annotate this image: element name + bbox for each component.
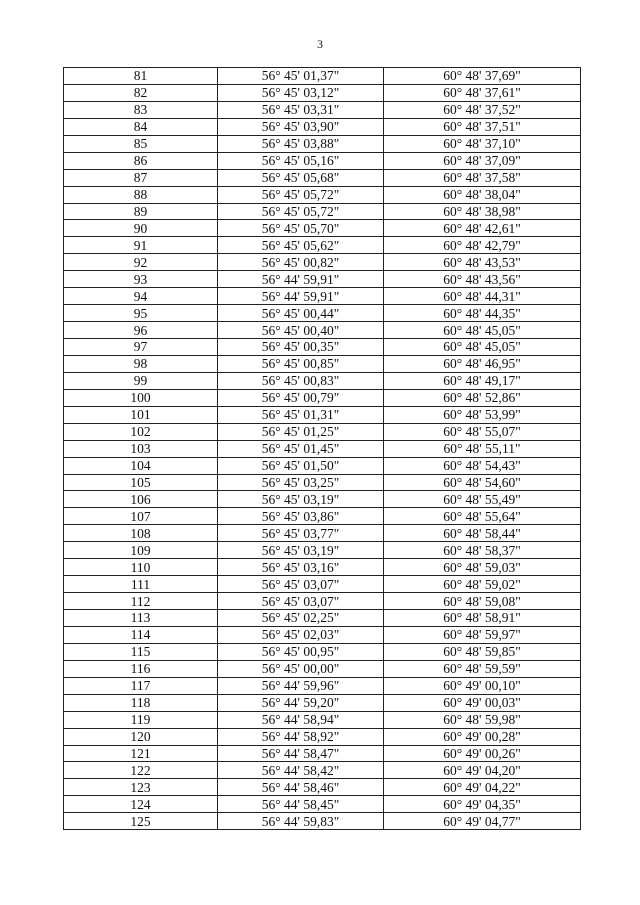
point-number-cell: 98 bbox=[64, 355, 218, 372]
longitude-cell: 60° 49' 00,10" bbox=[384, 677, 581, 694]
table-row bbox=[64, 796, 581, 813]
longitude-cell: 60° 49' 00,03" bbox=[384, 694, 581, 711]
latitude-cell: 56° 45' 03,07" bbox=[218, 576, 384, 593]
table-row bbox=[64, 525, 581, 542]
latitude-cell: 56° 45' 01,31" bbox=[218, 406, 384, 423]
point-number-cell: 121 bbox=[64, 745, 218, 762]
latitude-cell: 56° 44' 59,20" bbox=[218, 694, 384, 711]
latitude-cell: 56° 45' 01,37" bbox=[218, 68, 384, 85]
longitude-cell: 60° 48' 52,86" bbox=[384, 389, 581, 406]
longitude-cell: 60° 48' 42,61" bbox=[384, 220, 581, 237]
coordinates-table-body bbox=[64, 68, 581, 830]
latitude-cell: 56° 44' 58,45" bbox=[218, 796, 384, 813]
table-row bbox=[64, 305, 581, 322]
table-row bbox=[64, 254, 581, 271]
longitude-cell: 60° 48' 37,51" bbox=[384, 118, 581, 135]
latitude-cell: 56° 45' 00,00" bbox=[218, 660, 384, 677]
point-number-cell: 105 bbox=[64, 474, 218, 491]
table-row bbox=[64, 237, 581, 254]
latitude-cell: 56° 45' 03,07" bbox=[218, 593, 384, 610]
longitude-cell: 60° 48' 49,17" bbox=[384, 372, 581, 389]
longitude-cell: 60° 48' 55,11" bbox=[384, 440, 581, 457]
latitude-cell: 56° 45' 00,44" bbox=[218, 305, 384, 322]
table-row bbox=[64, 355, 581, 372]
point-number-cell: 89 bbox=[64, 203, 218, 220]
longitude-cell: 60° 48' 37,69" bbox=[384, 68, 581, 85]
table-row bbox=[64, 440, 581, 457]
table-row bbox=[64, 169, 581, 186]
table-row bbox=[64, 559, 581, 576]
point-number-cell: 123 bbox=[64, 779, 218, 796]
latitude-cell: 56° 44' 58,42" bbox=[218, 762, 384, 779]
point-number-cell: 120 bbox=[64, 728, 218, 745]
point-number-cell: 93 bbox=[64, 271, 218, 288]
longitude-cell: 60° 48' 42,79" bbox=[384, 237, 581, 254]
longitude-cell: 60° 49' 00,26" bbox=[384, 745, 581, 762]
point-number-cell: 116 bbox=[64, 660, 218, 677]
page-number: 3 bbox=[317, 37, 323, 51]
point-number-cell: 122 bbox=[64, 762, 218, 779]
table-row bbox=[64, 660, 581, 677]
latitude-cell: 56° 45' 03,19" bbox=[218, 542, 384, 559]
point-number-cell: 115 bbox=[64, 643, 218, 660]
longitude-cell: 60° 48' 37,61" bbox=[384, 84, 581, 101]
longitude-cell: 60° 48' 37,58" bbox=[384, 169, 581, 186]
table-row bbox=[64, 135, 581, 152]
table-row bbox=[64, 694, 581, 711]
table-row bbox=[64, 101, 581, 118]
latitude-cell: 56° 45' 03,31" bbox=[218, 101, 384, 118]
longitude-cell: 60° 48' 59,97" bbox=[384, 626, 581, 643]
point-number-cell: 104 bbox=[64, 457, 218, 474]
table-row bbox=[64, 186, 581, 203]
point-number-cell: 99 bbox=[64, 372, 218, 389]
latitude-cell: 56° 45' 00,83" bbox=[218, 372, 384, 389]
point-number-cell: 100 bbox=[64, 389, 218, 406]
longitude-cell: 60° 48' 45,05" bbox=[384, 339, 581, 356]
longitude-cell: 60° 48' 54,60" bbox=[384, 474, 581, 491]
latitude-cell: 56° 45' 05,62" bbox=[218, 237, 384, 254]
latitude-cell: 56° 44' 59,96" bbox=[218, 677, 384, 694]
table-row bbox=[64, 68, 581, 85]
point-number-cell: 84 bbox=[64, 118, 218, 135]
longitude-cell: 60° 48' 59,98" bbox=[384, 711, 581, 728]
table-row bbox=[64, 423, 581, 440]
point-number-cell: 95 bbox=[64, 305, 218, 322]
longitude-cell: 60° 48' 59,03" bbox=[384, 559, 581, 576]
longitude-cell: 60° 48' 55,07" bbox=[384, 423, 581, 440]
point-number-cell: 94 bbox=[64, 288, 218, 305]
latitude-cell: 56° 45' 00,85" bbox=[218, 355, 384, 372]
latitude-cell: 56° 44' 58,46" bbox=[218, 779, 384, 796]
point-number-cell: 125 bbox=[64, 813, 218, 830]
latitude-cell: 56° 45' 00,35" bbox=[218, 339, 384, 356]
longitude-cell: 60° 48' 43,53" bbox=[384, 254, 581, 271]
point-number-cell: 86 bbox=[64, 152, 218, 169]
table-row bbox=[64, 474, 581, 491]
latitude-cell: 56° 44' 58,47" bbox=[218, 745, 384, 762]
longitude-cell: 60° 48' 58,44" bbox=[384, 525, 581, 542]
table-row bbox=[64, 728, 581, 745]
table-row bbox=[64, 406, 581, 423]
table-row bbox=[64, 626, 581, 643]
latitude-cell: 56° 45' 01,45" bbox=[218, 440, 384, 457]
table-row bbox=[64, 576, 581, 593]
latitude-cell: 56° 45' 03,86" bbox=[218, 508, 384, 525]
point-number-cell: 112 bbox=[64, 593, 218, 610]
longitude-cell: 60° 49' 04,20" bbox=[384, 762, 581, 779]
longitude-cell: 60° 48' 59,02" bbox=[384, 576, 581, 593]
latitude-cell: 56° 45' 03,19" bbox=[218, 491, 384, 508]
point-number-cell: 88 bbox=[64, 186, 218, 203]
longitude-cell: 60° 49' 04,77" bbox=[384, 813, 581, 830]
point-number-cell: 91 bbox=[64, 237, 218, 254]
table-row bbox=[64, 542, 581, 559]
point-number-cell: 119 bbox=[64, 711, 218, 728]
point-number-cell: 107 bbox=[64, 508, 218, 525]
point-number-cell: 118 bbox=[64, 694, 218, 711]
latitude-cell: 56° 45' 00,79" bbox=[218, 389, 384, 406]
point-number-cell: 97 bbox=[64, 339, 218, 356]
point-number-cell: 81 bbox=[64, 68, 218, 85]
latitude-cell: 56° 45' 03,12" bbox=[218, 84, 384, 101]
point-number-cell: 124 bbox=[64, 796, 218, 813]
longitude-cell: 60° 48' 37,10" bbox=[384, 135, 581, 152]
table-row bbox=[64, 643, 581, 660]
longitude-cell: 60° 48' 53,99" bbox=[384, 406, 581, 423]
longitude-cell: 60° 48' 54,43" bbox=[384, 457, 581, 474]
table-row bbox=[64, 203, 581, 220]
longitude-cell: 60° 49' 04,35" bbox=[384, 796, 581, 813]
table-row bbox=[64, 271, 581, 288]
longitude-cell: 60° 48' 46,95" bbox=[384, 355, 581, 372]
point-number-cell: 87 bbox=[64, 169, 218, 186]
point-number-cell: 108 bbox=[64, 525, 218, 542]
longitude-cell: 60° 48' 59,59" bbox=[384, 660, 581, 677]
longitude-cell: 60° 48' 37,52" bbox=[384, 101, 581, 118]
table-row bbox=[64, 491, 581, 508]
latitude-cell: 56° 45' 02,03" bbox=[218, 626, 384, 643]
longitude-cell: 60° 49' 00,28" bbox=[384, 728, 581, 745]
table-row bbox=[64, 220, 581, 237]
point-number-cell: 110 bbox=[64, 559, 218, 576]
latitude-cell: 56° 45' 02,25" bbox=[218, 610, 384, 627]
point-number-cell: 82 bbox=[64, 84, 218, 101]
point-number-cell: 103 bbox=[64, 440, 218, 457]
longitude-cell: 60° 48' 58,91" bbox=[384, 610, 581, 627]
point-number-cell: 109 bbox=[64, 542, 218, 559]
table-row bbox=[64, 593, 581, 610]
latitude-cell: 56° 44' 59,91" bbox=[218, 288, 384, 305]
longitude-cell: 60° 48' 59,85" bbox=[384, 643, 581, 660]
latitude-cell: 56° 45' 05,70" bbox=[218, 220, 384, 237]
point-number-cell: 114 bbox=[64, 626, 218, 643]
latitude-cell: 56° 45' 00,95" bbox=[218, 643, 384, 660]
latitude-cell: 56° 45' 05,68" bbox=[218, 169, 384, 186]
table-row bbox=[64, 508, 581, 525]
table-row bbox=[64, 389, 581, 406]
table-row bbox=[64, 457, 581, 474]
table-row bbox=[64, 762, 581, 779]
coordinates-table bbox=[63, 67, 581, 830]
longitude-cell: 60° 48' 38,04" bbox=[384, 186, 581, 203]
point-number-cell: 85 bbox=[64, 135, 218, 152]
table-row bbox=[64, 677, 581, 694]
latitude-cell: 56° 45' 03,90" bbox=[218, 118, 384, 135]
latitude-cell: 56° 45' 00,82" bbox=[218, 254, 384, 271]
point-number-cell: 96 bbox=[64, 322, 218, 339]
table-row bbox=[64, 118, 581, 135]
table-row bbox=[64, 745, 581, 762]
point-number-cell: 106 bbox=[64, 491, 218, 508]
point-number-cell: 102 bbox=[64, 423, 218, 440]
point-number-cell: 117 bbox=[64, 677, 218, 694]
point-number-cell: 83 bbox=[64, 101, 218, 118]
table-row bbox=[64, 322, 581, 339]
latitude-cell: 56° 44' 58,92" bbox=[218, 728, 384, 745]
longitude-cell: 60° 48' 55,64" bbox=[384, 508, 581, 525]
table-row bbox=[64, 288, 581, 305]
longitude-cell: 60° 48' 59,08" bbox=[384, 593, 581, 610]
latitude-cell: 56° 45' 03,16" bbox=[218, 559, 384, 576]
table-row bbox=[64, 372, 581, 389]
latitude-cell: 56° 45' 03,77" bbox=[218, 525, 384, 542]
point-number-cell: 111 bbox=[64, 576, 218, 593]
latitude-cell: 56° 45' 01,50" bbox=[218, 457, 384, 474]
table-row bbox=[64, 84, 581, 101]
longitude-cell: 60° 48' 55,49" bbox=[384, 491, 581, 508]
point-number-cell: 92 bbox=[64, 254, 218, 271]
longitude-cell: 60° 48' 43,56" bbox=[384, 271, 581, 288]
latitude-cell: 56° 45' 01,25" bbox=[218, 423, 384, 440]
longitude-cell: 60° 48' 44,35" bbox=[384, 305, 581, 322]
latitude-cell: 56° 44' 59,91" bbox=[218, 271, 384, 288]
latitude-cell: 56° 44' 59,83" bbox=[218, 813, 384, 830]
table-row bbox=[64, 779, 581, 796]
point-number-cell: 101 bbox=[64, 406, 218, 423]
latitude-cell: 56° 45' 03,88" bbox=[218, 135, 384, 152]
table-row bbox=[64, 152, 581, 169]
longitude-cell: 60° 48' 38,98" bbox=[384, 203, 581, 220]
point-number-cell: 90 bbox=[64, 220, 218, 237]
latitude-cell: 56° 45' 05,16" bbox=[218, 152, 384, 169]
table-row bbox=[64, 813, 581, 830]
latitude-cell: 56° 45' 03,25" bbox=[218, 474, 384, 491]
latitude-cell: 56° 45' 00,40" bbox=[218, 322, 384, 339]
longitude-cell: 60° 48' 44,31" bbox=[384, 288, 581, 305]
longitude-cell: 60° 48' 45,05" bbox=[384, 322, 581, 339]
table-row bbox=[64, 610, 581, 627]
latitude-cell: 56° 44' 58,94" bbox=[218, 711, 384, 728]
latitude-cell: 56° 45' 05,72" bbox=[218, 186, 384, 203]
table-row bbox=[64, 711, 581, 728]
longitude-cell: 60° 48' 37,09" bbox=[384, 152, 581, 169]
longitude-cell: 60° 49' 04,22" bbox=[384, 779, 581, 796]
longitude-cell: 60° 48' 58,37" bbox=[384, 542, 581, 559]
table-row bbox=[64, 339, 581, 356]
point-number-cell: 113 bbox=[64, 610, 218, 627]
latitude-cell: 56° 45' 05,72" bbox=[218, 203, 384, 220]
